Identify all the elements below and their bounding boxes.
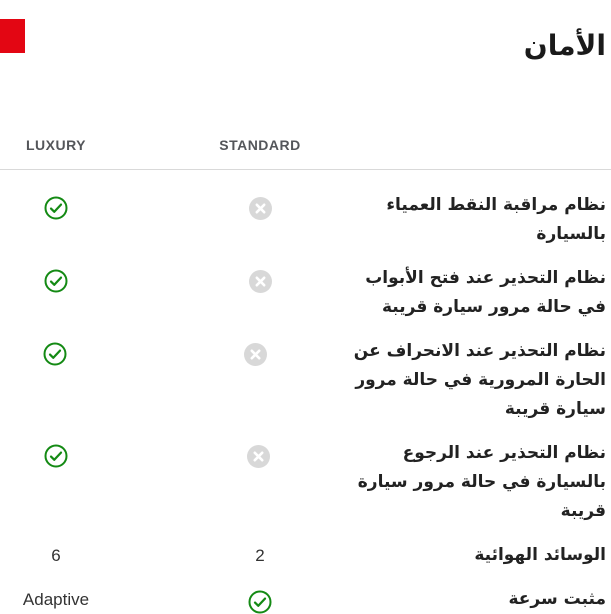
- feature-label: نظام التحذير عند الرجوع بالسيارة في حالة مرور سيارة قريبة: [357, 442, 606, 521]
- feature-label: مثبت سرعة: [508, 588, 606, 609]
- cross-circle-icon: [244, 343, 267, 366]
- table-row: [0, 264, 611, 322]
- page-title: الأمان: [523, 28, 606, 62]
- luxury-value: 6: [51, 545, 61, 565]
- luxury-value: Adaptive: [22, 589, 90, 609]
- check-circle-icon: [43, 342, 67, 366]
- feature-label: نظام مراقبة النقط العمياء بالسيارة: [386, 194, 606, 244]
- feature-label: نظام التحذير عند فتح الأبواب في حالة مرور سيارة قريبة: [365, 267, 606, 317]
- feature-label: نظام التحذير عند الانحراف عن الحارة المرورية في حالة مرور سيارة قريبة: [353, 340, 606, 419]
- check-circle-icon: [44, 196, 68, 220]
- cross-circle-icon: [247, 445, 270, 468]
- comparison-header-row: [0, 137, 611, 153]
- standard-value: 2: [255, 545, 265, 565]
- table-row: [0, 337, 611, 424]
- feature-label: الوسائد الهوائية: [474, 544, 606, 565]
- cross-circle-icon: [249, 270, 272, 293]
- check-circle-icon: [44, 444, 68, 468]
- check-circle-icon: [44, 269, 68, 293]
- table-row: [0, 191, 611, 249]
- column-header-standard: STANDARD: [219, 136, 301, 153]
- comparison-table: [0, 178, 611, 614]
- check-circle-icon: [248, 590, 272, 614]
- column-header-luxury: LUXURY: [25, 136, 87, 153]
- header-divider: [0, 169, 611, 170]
- table-row: [0, 439, 611, 526]
- table-row: [0, 585, 611, 614]
- brand-accent-square: [0, 19, 25, 53]
- cross-circle-icon: [249, 197, 272, 220]
- table-row: [0, 541, 611, 570]
